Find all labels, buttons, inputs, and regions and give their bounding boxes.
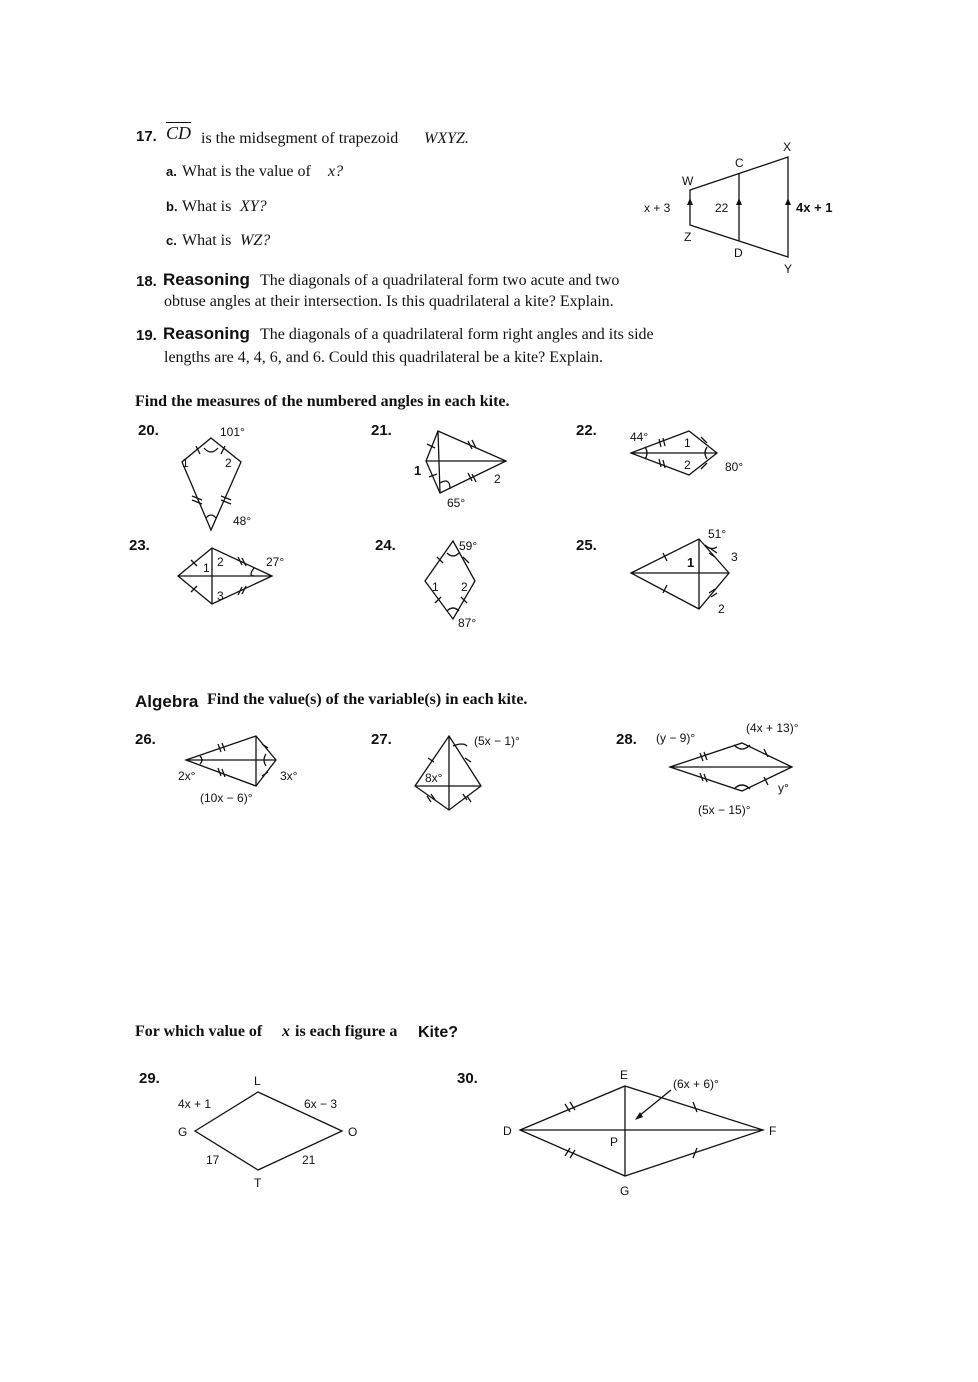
angle-1: 1 [203,561,210,575]
section-heading: Find the measures of the numbered angles in each kite. [135,393,510,410]
angle-27: 27° [266,555,285,569]
side-TO: 21 [302,1153,316,1167]
problem-stem: is the midsegment of trapezoid [201,130,399,147]
kite-28 [650,715,820,825]
label-D: D [734,246,743,260]
angle-1: 1 [687,555,695,570]
trapezoid-figure [640,135,850,280]
angle-51: 51° [708,527,727,541]
vertex-F: F [769,1124,777,1138]
kite-21 [410,425,520,515]
label-y-9: (y − 9)° [656,731,696,745]
kite-26 [170,730,310,810]
label-10x-6: (10x − 6)° [200,791,253,805]
kite-23 [172,542,302,612]
segment-name: $\overline{CD}$ [166,123,192,143]
problem-number: 29. [139,1070,160,1087]
angle-top: 101° [220,425,245,439]
problem-number: 22. [576,422,597,439]
angle-6x-6: (6x + 6)° [673,1077,719,1091]
label-y: y° [778,781,789,795]
angle-3: 3 [217,589,224,603]
angle-2: 2 [225,456,232,470]
part-text: What is the value of [182,163,311,180]
label-5x-1: (5x − 1)° [474,734,520,748]
kite-30 [495,1062,795,1202]
problem-text: The diagonals of a quadrilateral form right angles and its side [260,326,654,343]
problem-number: 25. [576,537,597,554]
label-4x-13: (4x + 13)° [746,721,799,735]
vertex-E: E [620,1068,629,1082]
side-GL: 4x + 1 [178,1097,212,1111]
label-right-side: 4x + 1 [796,200,833,215]
vertex-O: O [348,1125,358,1139]
part-text: What is [182,232,232,249]
label-midsegment: 22 [715,201,729,215]
kite-27 [405,728,545,818]
kite-29 [170,1068,370,1193]
problem-number: 24. [375,537,396,554]
problem-text: obtuse angles at their intersection. Is this quadrilateral a kite? Explain. [164,293,614,310]
problem-number: 18. [136,273,157,290]
angle-1: 1 [182,456,189,470]
reasoning-keyword: Reasoning [163,270,250,289]
label-Z: Z [684,230,692,244]
part-text: What is [182,198,232,215]
vertex-G: G [620,1184,630,1198]
part-var: x? [328,163,344,180]
side-GT: 17 [206,1153,220,1167]
problem-number: 17. [136,128,157,145]
part-label: c. [166,233,177,248]
trapezoid-name: WXYZ. [424,130,469,147]
angle-2: 2 [494,472,501,486]
kite-24 [415,535,495,635]
kite-20 [170,420,270,540]
problem-text: The diagonals of a quadrilateral form two acute and two [260,272,620,289]
label-3x: 3x° [280,769,298,783]
angle-59: 59° [459,539,478,553]
angle-2: 2 [217,555,224,569]
section-heading-end: Kite? [418,1024,458,1041]
label-C: C [735,156,744,170]
vertex-D: D [503,1124,512,1138]
side-LO: 6x − 3 [304,1097,338,1111]
problem-number: 19. [136,327,157,344]
angle-2: 2 [684,458,691,472]
problem-number: 23. [129,537,150,554]
problem-number: 27. [371,731,392,748]
angle-1: 1 [414,463,422,478]
label-W: W [682,174,694,188]
part-label: b. [166,199,178,214]
label-5x-15: (5x − 15)° [698,803,751,817]
problem-number: 21. [371,422,392,439]
problem-number: 28. [616,731,637,748]
problem-number: 20. [138,422,159,439]
label-left-side: x + 3 [644,201,671,215]
vertex-T: T [254,1176,262,1190]
angle-65: 65° [447,496,466,510]
section-heading: Find the value(s) of the variable(s) in each kite. [207,691,528,708]
angle-bottom: 48° [233,514,252,528]
angle-1: 1 [432,580,439,594]
label-8x: 8x° [425,771,443,785]
vertex-L: L [254,1074,261,1088]
label-2x: 2x° [178,769,196,783]
angle-44: 44° [630,430,649,444]
part-var: WZ? [240,232,271,249]
part-var: XY? [240,198,267,215]
angle-1: 1 [684,436,691,450]
kite-25 [625,525,755,620]
label-X: X [783,140,792,154]
point-P: P [610,1135,619,1149]
label-Y: Y [784,262,793,276]
kite-22 [625,425,755,480]
algebra-keyword: Algebra [135,692,199,711]
angle-2: 2 [461,580,468,594]
problem-number: 30. [457,1070,478,1087]
problem-text: lengths are 4, 4, 6, and 6. Could this quadrilateral be a kite? Explain. [164,349,603,366]
reasoning-keyword: Reasoning [163,324,250,343]
vertex-G: G [178,1125,188,1139]
angle-80: 80° [725,460,744,474]
angle-2: 2 [718,602,725,616]
problem-number: 26. [135,731,156,748]
part-label: a. [166,164,177,179]
angle-87: 87° [458,616,477,630]
section-heading-mid: is each figure a [295,1023,398,1040]
section-heading-prefix: For which value of [135,1023,263,1040]
section-heading-var: x [282,1023,290,1040]
angle-3: 3 [731,550,738,564]
